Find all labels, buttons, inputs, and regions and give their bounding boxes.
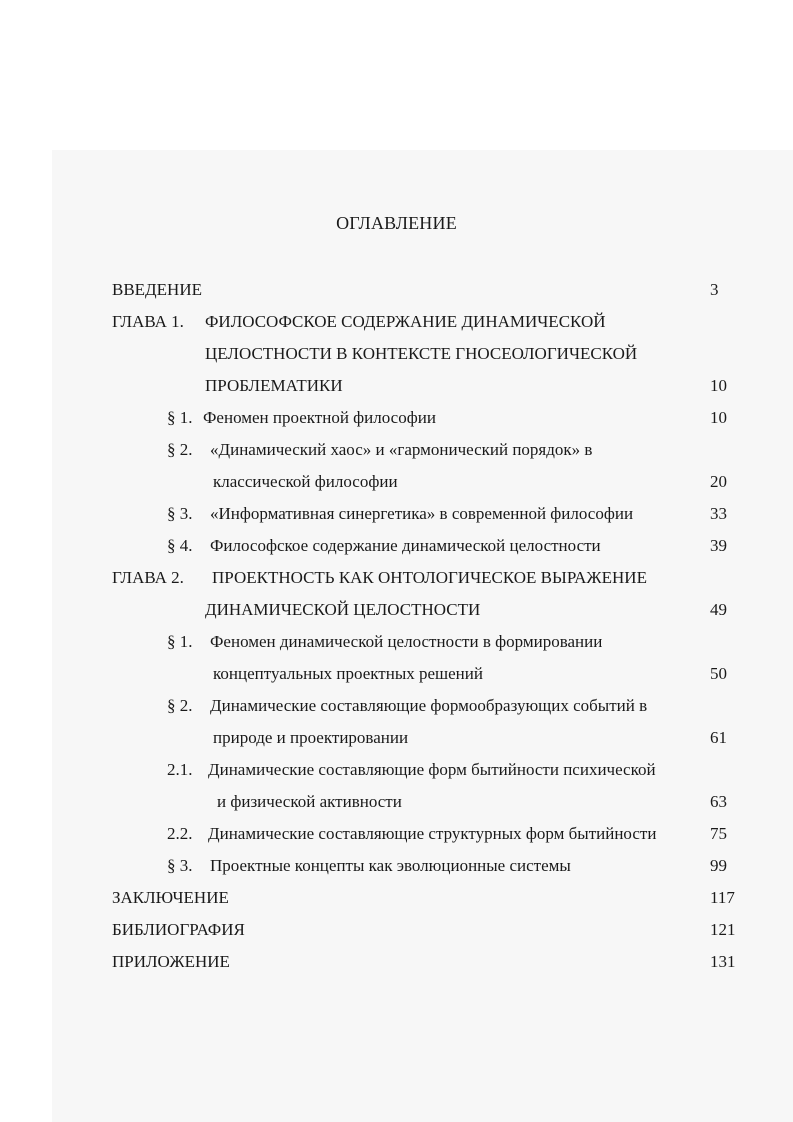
toc-ch2-s21-title-line1: Динамические составляющие форм бытийности психической — [208, 760, 656, 779]
toc-ch2-s22-page: 75 — [710, 824, 727, 843]
toc-conclusion-label: ЗАКЛЮЧЕНИЕ — [112, 888, 229, 907]
toc-ch1-title-line1: ФИЛОСОФСКОЕ СОДЕРЖАНИЕ ДИНАМИЧЕСКОЙ — [205, 312, 606, 331]
toc-ch2-s1-page: 50 — [710, 664, 727, 683]
toc-ch2-s2-page: 61 — [710, 728, 727, 747]
toc-bibliography-label: БИБЛИОГРАФИЯ — [112, 920, 245, 939]
toc-ch2-s1-title-line1: Феномен динамической целостности в формировании — [210, 632, 603, 651]
toc-appendix-page: 131 — [710, 952, 736, 971]
toc-ch1-s1-title: Феномен проектной философии — [203, 408, 436, 427]
toc-ch2-s22-number: 2.2. — [167, 824, 193, 843]
toc-ch2-s2-title-line2: природе и проектировании — [213, 728, 409, 747]
toc-ch1-s2-title-line1: «Динамический хаос» и «гармонический порядок» в — [210, 440, 593, 459]
toc-ch2-s22-title: Динамические составляющие структурных форм бытийности — [208, 824, 657, 843]
toc-ch2-s3-number: § 3. — [167, 856, 193, 875]
toc-ch2-page: 49 — [710, 600, 727, 619]
toc-ch2-s1-title-line2: концептуальных проектных решений — [213, 664, 483, 683]
toc-ch1-s2-page: 20 — [710, 472, 727, 491]
toc-ch1-number: ГЛАВА 1. — [112, 312, 184, 331]
toc-ch1-title-line3: ПРОБЛЕМАТИКИ — [205, 376, 343, 395]
toc-ch2-s3-title: Проектные концепты как эволюционные системы — [210, 856, 571, 875]
toc-ch1-s3-number: § 3. — [167, 504, 193, 523]
toc-conclusion-page: 117 — [710, 888, 735, 907]
toc-ch2-s3-page: 99 — [710, 856, 727, 875]
toc-intro-page: 3 — [710, 280, 719, 299]
toc-appendix-label: ПРИЛОЖЕНИЕ — [112, 952, 230, 971]
toc-ch1-page: 10 — [710, 376, 727, 395]
toc-ch1-s1-number: § 1. — [167, 408, 193, 427]
toc-ch1-s4-page: 39 — [710, 536, 727, 555]
toc-ch1-s4-title: Философское содержание динамической целостности — [210, 536, 601, 555]
toc-ch2-s21-page: 63 — [710, 792, 727, 811]
toc-ch2-title-line2: ДИНАМИЧЕСКОЙ ЦЕЛОСТНОСТИ — [205, 600, 481, 619]
toc-ch2-s21-number: 2.1. — [167, 760, 193, 779]
toc-ch1-s3-title: «Информативная синергетика» в современной философии — [210, 504, 634, 523]
page-title: ОГЛАВЛЕНИЕ — [336, 213, 457, 233]
toc-bibliography-page: 121 — [710, 920, 736, 939]
toc-ch2-s1-number: § 1. — [167, 632, 193, 651]
toc-ch2-s21-title-line2: и физической активности — [217, 792, 402, 811]
toc-ch2-s2-number: § 2. — [167, 696, 193, 715]
toc-ch1-s4-number: § 4. — [167, 536, 193, 555]
toc-ch1-s2-number: § 2. — [167, 440, 193, 459]
toc-ch1-s3-page: 33 — [710, 504, 727, 523]
toc-ch1-s2-title-line2: классической философии — [213, 472, 398, 491]
toc-ch2-number: ГЛАВА 2. — [112, 568, 184, 587]
toc-ch2-title-line1: ПРОЕКТНОСТЬ КАК ОНТОЛОГИЧЕСКОЕ ВЫРАЖЕНИЕ — [212, 568, 647, 587]
toc-ch1-s1-page: 10 — [710, 408, 727, 427]
toc-intro-label: ВВЕДЕНИЕ — [112, 280, 202, 299]
toc-ch2-s2-title-line1: Динамические составляющие формообразующих событий в — [210, 696, 648, 715]
toc-ch1-title-line2: ЦЕЛОСТНОСТИ В КОНТЕКСТЕ ГНОСЕОЛОГИЧЕСКОЙ — [205, 344, 638, 363]
